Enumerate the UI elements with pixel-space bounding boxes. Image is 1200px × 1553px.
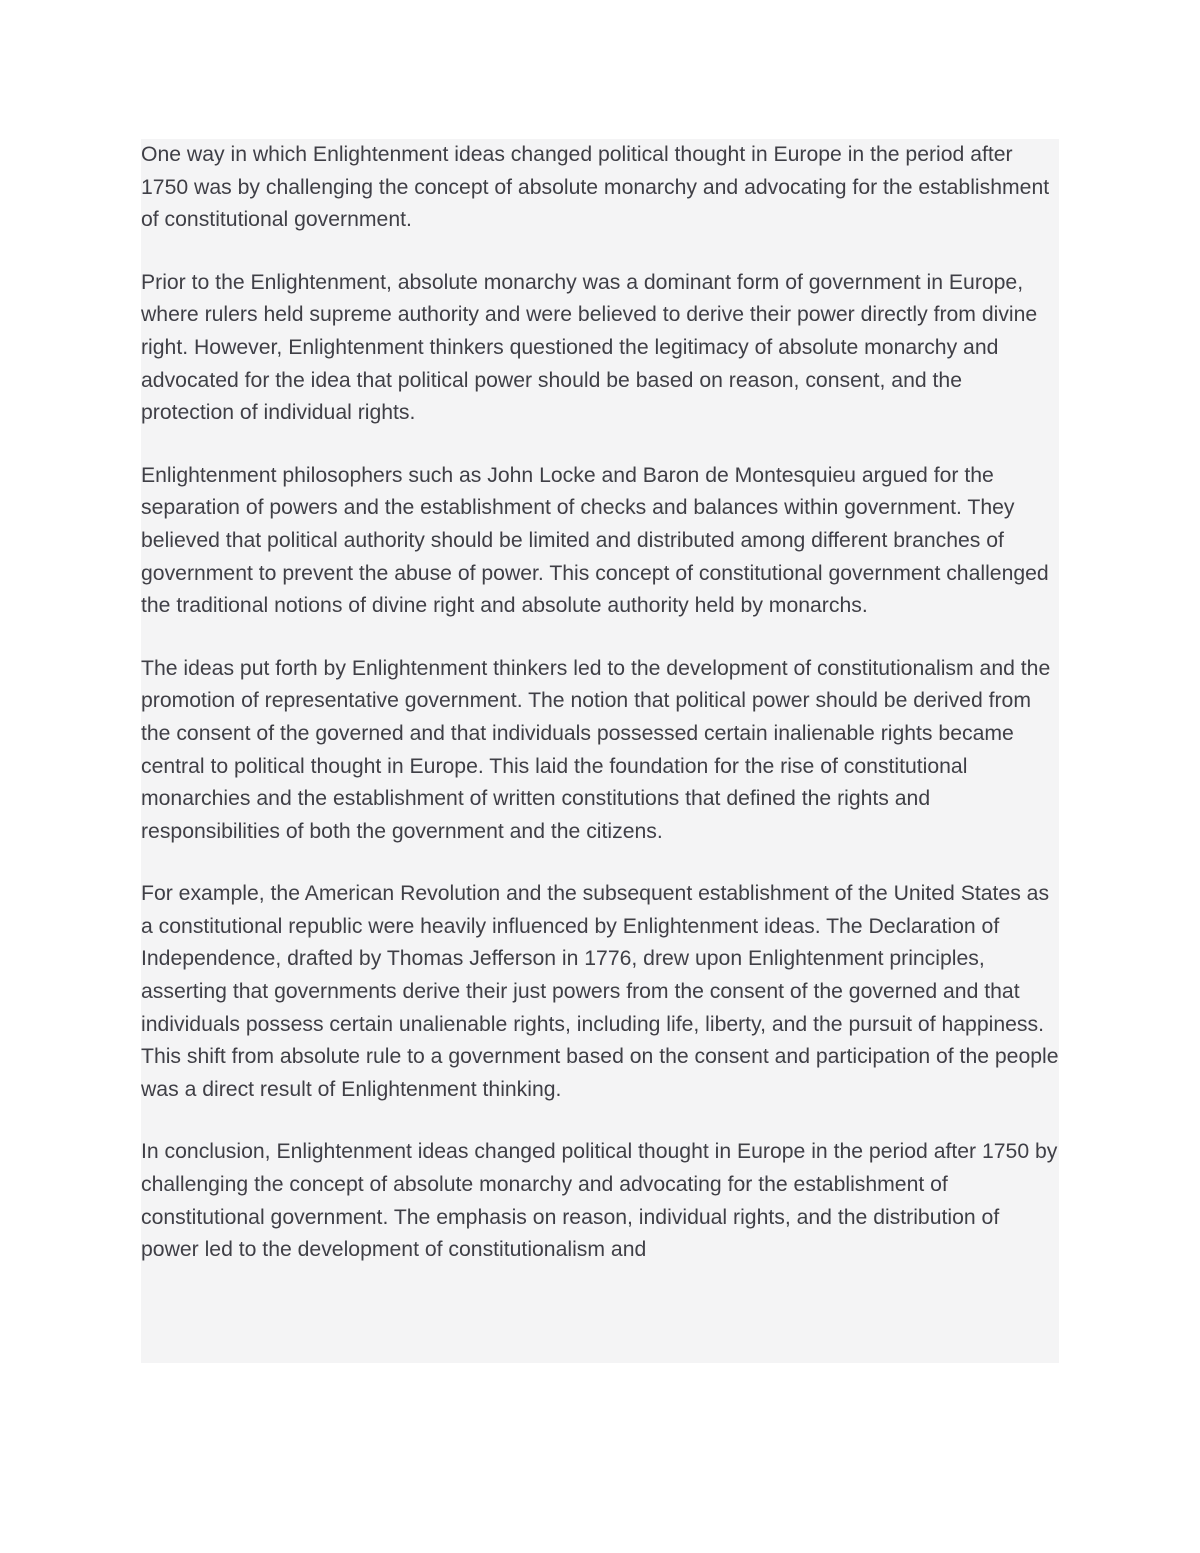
essay-paragraph: Enlightenment philosophers such as John Locke and Baron de Montesquieu argued for the separation of powers and the establishment of checks and balances within government. They believed that political authority should be limited and distributed among different branches of government to prevent the abuse of power. This concept of constitutional government challenged the traditional notions of divine right and absolute authority held by monarchs.: [141, 463, 1049, 618]
essay-paragraph: For example, the American Revolution and the subsequent establishment of the United States as a constitutional republic were heavily influenced by Enlightenment ideas. The Declaration of Independence, drafted by Thomas Jefferson in 1776, drew upon Enlightenment principles, asserting that governments derive their just powers from the consent of the governed and that individuals possess certain unalienable rights, including life, liberty, and the pursuit of happiness. This shift from absolute rule to a government based on the consent and participation of the people was a direct result of Enlightenment thinking.: [141, 882, 1059, 1101]
essay-paragraph: One way in which Enlightenment ideas changed political thought in Europe in the period after 1750 was by challenging the concept of absolute monarchy and advocating for the establishment of constitutional government.: [141, 143, 1050, 232]
essay-paragraph: Prior to the Enlightenment, absolute monarchy was a dominant form of government in Europe, where rulers held supreme authority and were believed to derive their power directly from divine right. However, Enlightenment thinkers questioned the legitimacy of absolute monarchy and advocated for the idea that political power should be based on reason, consent, and the protection of individual rights.: [141, 270, 1038, 425]
essay-paragraph: The ideas put forth by Enlightenment thinkers led to the development of constitutionalism and the promotion of representative government. The notion that political power should be derived from the consent of the governed and that individuals possessed certain inalienable rights became central to political thought in Europe. This laid the foundation for the rise of constitutional monarchies and the establishment of written constitutions that defined the rights and responsibilities of both the government and the citizens.: [141, 656, 1051, 843]
essay-paragraph: In conclusion, Enlightenment ideas changed political thought in Europe in the period after 1750 by challenging the concept of absolute monarchy and advocating for the establishment of constitutional government. The emphasis on reason, individual rights, and the distribution of power led to the development of constitutionalism and: [141, 1140, 1058, 1262]
essay-text-block: [141, 139, 1059, 1363]
